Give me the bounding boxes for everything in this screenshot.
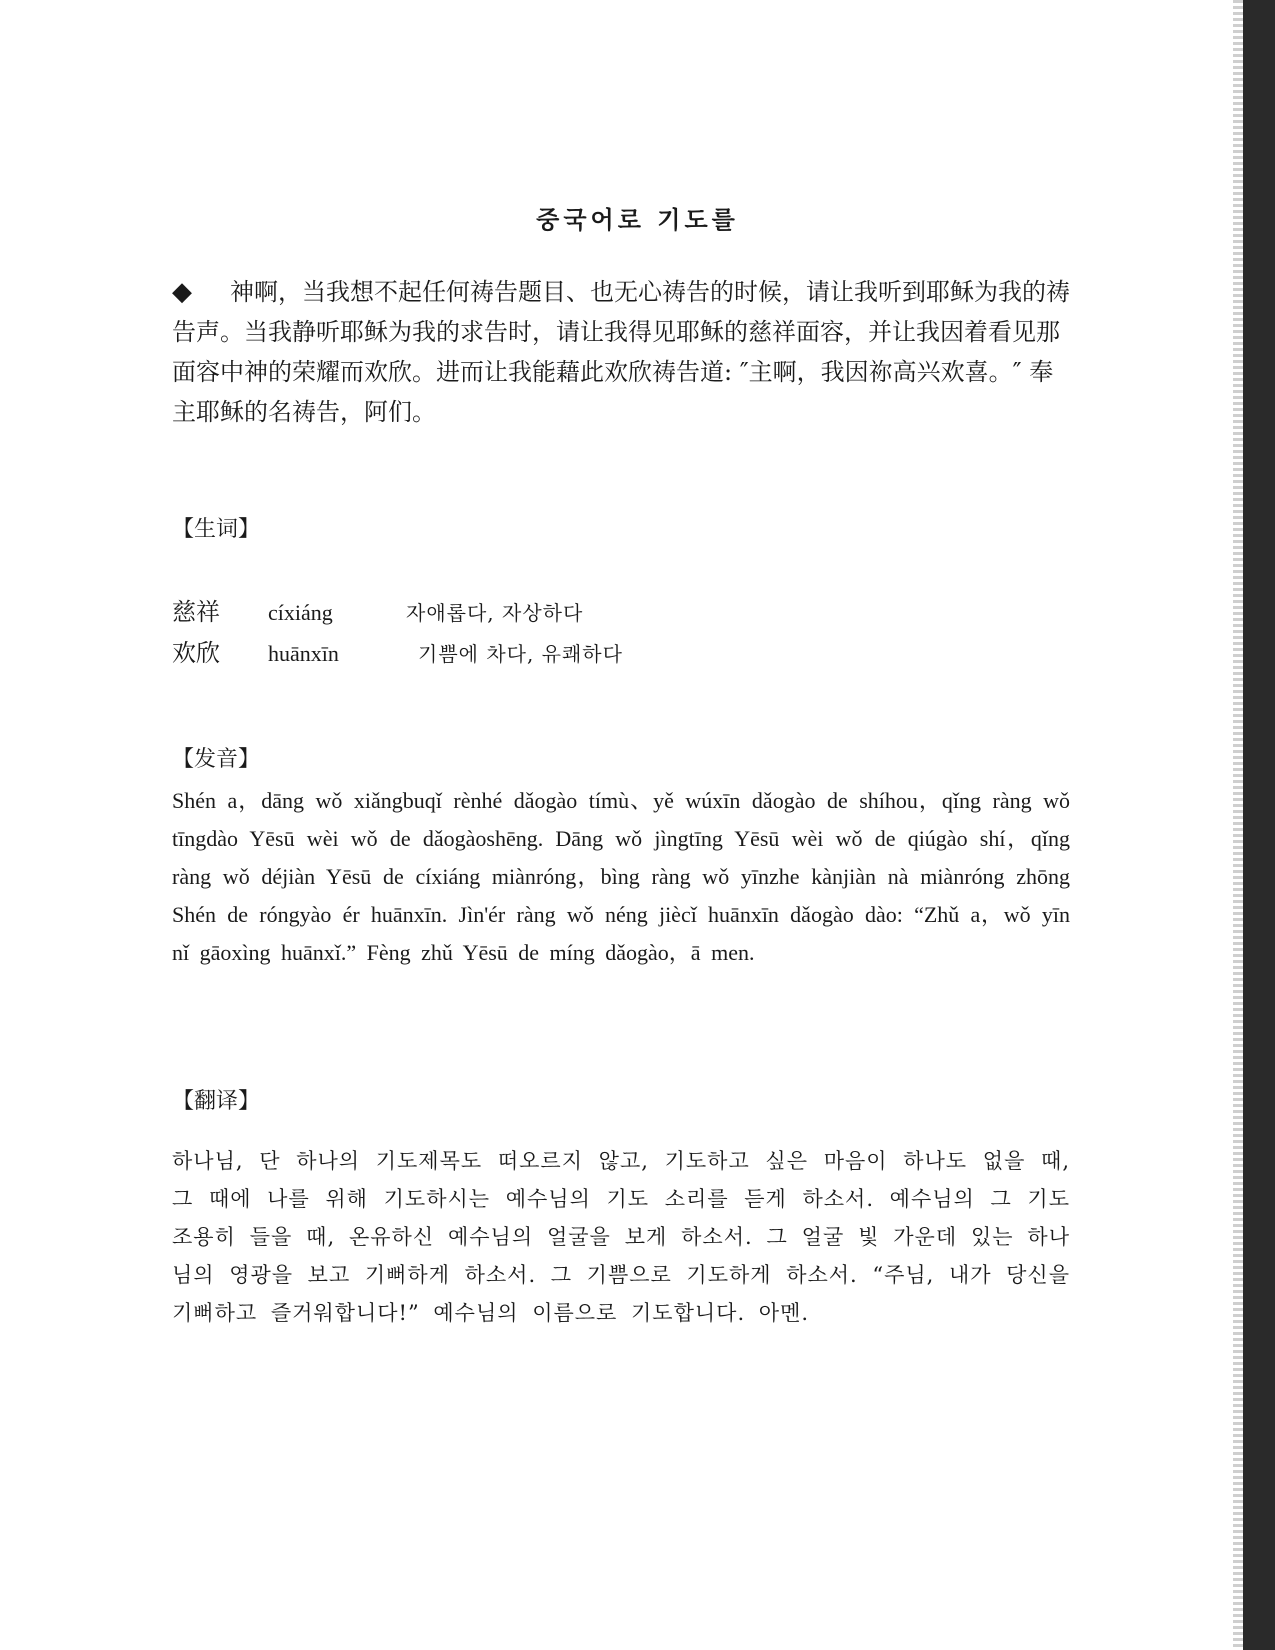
vocab-word: 欢欣 [172,639,220,667]
vocab-pinyin: huānxīn [268,641,339,666]
vocab-meaning: 자애롭다, 자상하다 [406,601,584,625]
vocab-meaning: 기쁨에 차다, 유쾌하다 [418,642,623,666]
vocab-list [172,592,623,674]
vocab-heading: 【生词】 [172,517,261,542]
vocab-pinyin: cíxiáng [268,600,333,625]
vocab-item [172,633,623,674]
pinyin-text: Shén a，dāng wǒ xiǎngbuqǐ rènhé dǎogào tímù、yě wúxīn dǎogào de shíhou，qǐng ràng wǒ tīngdào Yēsū wèi wǒ de dǎogàoshēng. Dāng wǒ jìngtīng Yēsū wèi wǒ de qiúgào shí，qǐng ràng wǒ déjiàn Yēsū de cíxiáng miànróng，bìng ràng wǒ yīnzhe kànjiàn nà miànróng zhōng Shén de róngyào ér huānxīn. Jìn'ér ràng wǒ néng jiècǐ huānxīn dǎogào dào: “Zhǔ a，wǒ yīn nǐ gāoxìng huānxǐ.” Fèng zhǔ Yēsū de míng dǎogào，ā men. [172,788,1070,965]
scan-edge-shadow [1233,0,1243,1650]
chinese-prayer [172,272,1070,432]
vocab-word: 慈祥 [172,598,220,626]
vocab-item [172,592,623,633]
scan-edge-border [1243,0,1275,1650]
prayer-text: 神啊，当我想不起任何祷告题目、也无心祷告的时候，请让我听到耶稣为我的祷告声。当我静听耶稣为我的求告时，请让我得见耶稣的慈祥面容，并让我因着看见那面容中神的荣耀而欢欣。进而让我能藉此欢欣祷告道: ″主啊，我因祢高兴欢喜。″ 奉主耶稣的名祷告，阿们。 [172,278,1070,426]
translation-heading: 【翻译】 [172,1089,261,1114]
korean-translation: 하나님, 단 하나의 기도제목도 떠오르지 않고, 기도하고 싶은 마음이 하나도 없을 때, 그 때에 나를 위해 기도하시는 예수님의 기도 소리를 듣게 하소서. 예수님의 그 기도 조용히 들을 때, 온유하신 예수님의 얼굴을 보게 하소서. 그 얼굴 빛 가운데 있는 하나님의 영광을 보고 기뻐하게 하소서. 그 기쁨으로 기도하게 하소서. “주님, 내가 당신을 기뻐하고 즐거워합니다!” 예수님의 이름으로 기도합니다. 아멘. [172,1149,1070,1325]
diamond-bullet-icon: ◆ [172,277,192,307]
page-title: 중국어로 기도를 [536,205,739,234]
pronunciation-heading: 【发音】 [172,747,261,772]
